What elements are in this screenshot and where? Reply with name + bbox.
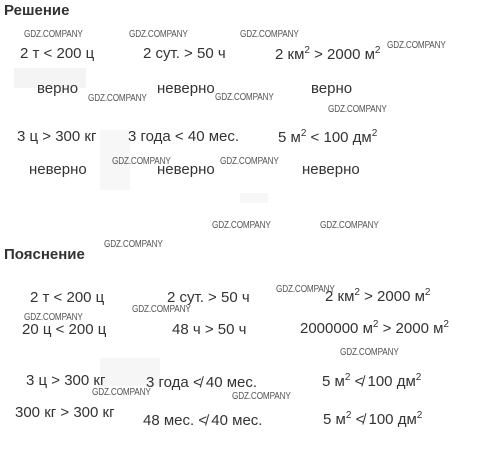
- solution-expression: 2 сут. > 50 ч: [143, 45, 226, 62]
- verdict-label: неверно: [302, 161, 360, 178]
- solution-expression: 3 года < 40 мес.: [128, 128, 240, 145]
- explanation-expression: 2000000 $м^2 > 2000$ $м^2$: [300, 319, 449, 337]
- watermark-text: GDZ.COMPANY: [240, 29, 299, 40]
- watermark-text: GDZ.COMPANY: [24, 29, 83, 40]
- not-less-than-symbol: ≮: [198, 412, 208, 429]
- solution-expression: 3 ц > 300 кг: [17, 128, 97, 145]
- explanation-expression: 48 ч > 50 ч: [172, 321, 247, 338]
- solution-heading: Решение: [4, 2, 70, 19]
- explanation-expression: 5 $м^2$ ≮ 100 $дм^2$: [322, 372, 422, 390]
- explanation-expression: 5 $м^2$ ≮ 100 $дм^2$: [323, 410, 423, 428]
- watermark-text: GDZ.COMPANY: [92, 387, 151, 398]
- verdict-label: неверно: [29, 161, 87, 178]
- explanation-expression: 3 ц > 300 кг: [26, 372, 106, 389]
- solution-expression: 5 $м^2 < 100$ $дм^2$: [278, 128, 378, 146]
- explanation-expression: 2 т < 200 ц: [30, 289, 105, 306]
- explanation-expression: 48 мес. ≮ 40 мес.: [143, 412, 263, 429]
- explanation-expression: 3 года ≮ 40 мес.: [146, 374, 258, 391]
- solution-expression: 2 $км^2 > 2000$ $м^2$: [275, 45, 381, 63]
- watermark-text: GDZ.COMPANY: [328, 104, 387, 115]
- verdict-label: верно: [37, 80, 79, 97]
- not-less-than-symbol: ≮: [192, 374, 202, 391]
- not-less-than-symbol: ≮: [355, 411, 365, 428]
- watermark-text: GDZ.COMPANY: [232, 391, 291, 402]
- verdict-label: неверно: [157, 80, 215, 97]
- explanation-expression: 2 сут. > 50 ч: [167, 289, 250, 306]
- watermark-text: GDZ.COMPANY: [132, 304, 191, 315]
- watermark-text: GDZ.COMPANY: [220, 156, 279, 167]
- explanation-expression: 2 $км^2 > 2000$ $м^2$: [325, 287, 431, 305]
- watermark-text: GDZ.COMPANY: [215, 92, 274, 103]
- watermark-text: GDZ.COMPANY: [88, 93, 147, 104]
- watermark-text: GDZ.COMPANY: [387, 40, 446, 51]
- explanation-expression: 300 кг > 300 кг: [15, 404, 115, 421]
- explanation-expression: 20 ц < 200 ц: [22, 321, 107, 338]
- watermark-text: GDZ.COMPANY: [129, 29, 188, 40]
- watermark-text: GDZ.COMPANY: [112, 156, 171, 167]
- verdict-label: неверно: [157, 161, 215, 178]
- watermark-text: GDZ.COMPANY: [320, 220, 379, 231]
- watermark-text: GDZ.COMPANY: [340, 347, 399, 358]
- watermark-text: GDZ.COMPANY: [104, 239, 163, 250]
- explanation-heading: Пояснение: [4, 246, 85, 263]
- watermark-text: GDZ.COMPANY: [212, 220, 271, 231]
- watermark-text: GDZ.COMPANY: [276, 284, 335, 295]
- verdict-label: верно: [311, 80, 353, 97]
- not-less-than-symbol: ≮: [354, 373, 364, 390]
- background-patch: [240, 193, 268, 203]
- solution-expression: 2 т < 200 ц: [20, 45, 95, 62]
- watermark-text: GDZ.COMPANY: [24, 312, 83, 323]
